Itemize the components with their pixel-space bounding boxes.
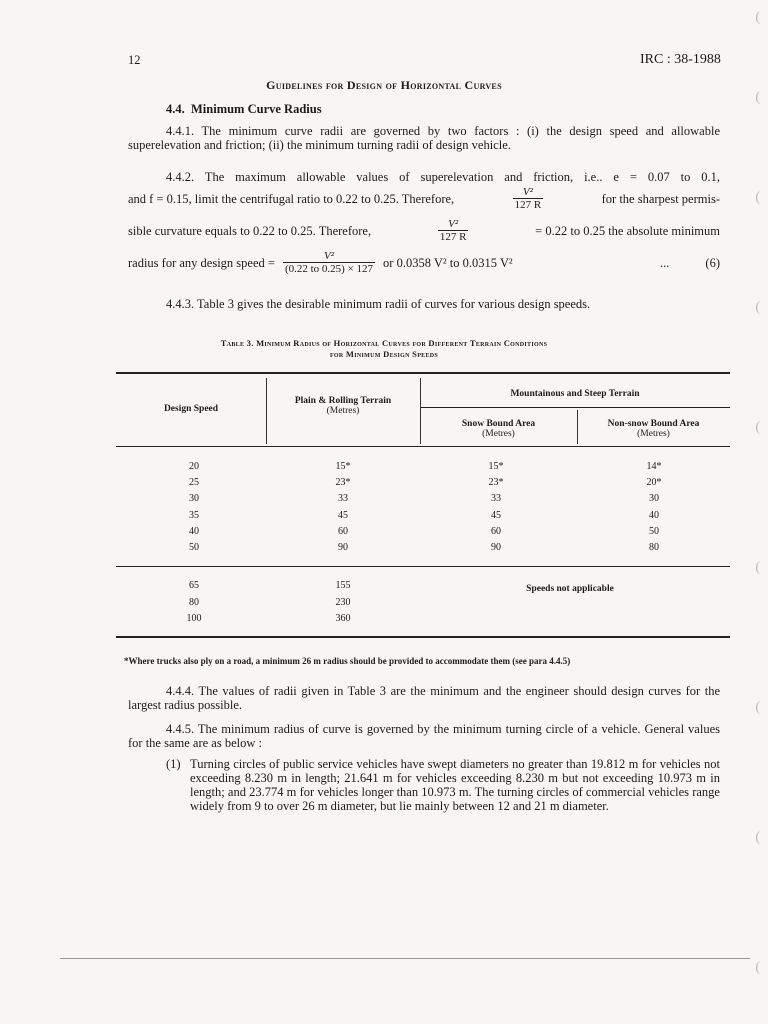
scan-artifact-line [60,958,750,959]
list-item-label: (1) [166,757,181,771]
table-top-rule [116,372,730,374]
table-mid-rule [116,566,730,567]
para-4-4-2-line3 [128,219,720,243]
cell-plain: 45 [338,509,348,521]
binding-mark: ( [755,420,760,435]
cell-speed: 65 [189,580,199,591]
column-header-label: Snow Bound Area [461,419,536,429]
binding-mark: ( [755,90,760,105]
para-4-4-2-text: and f = 0.15, limit the centrifugal ratio to 0.22 to 0.25. Therefore, [128,192,455,206]
table-subheader-rule [420,407,730,408]
binding-mark: ( [755,10,760,25]
table-header-rule [116,446,730,447]
cell-plain: 360 [335,613,351,624]
table-row [116,540,730,556]
cell-plain: 60 [338,525,348,537]
fraction-denominator: 127 R [439,231,467,243]
para-4-4-2-line2 [128,187,720,211]
cell-speed: 25 [189,477,199,489]
table-row [116,524,730,540]
cell-snow: 60 [491,525,501,537]
cell-snow: 23* [488,477,504,489]
para-4-4-1: 4.4.1. The minimum curve radii are governed by two factors : (i) the design speed and allowable superelevation and friction; (ii) the minimum turning radii of design vehicle. [128,124,720,152]
cell-plain: 155 [335,580,351,591]
table-row [116,611,416,628]
cell-speed: 20 [189,461,199,472]
table-caption-line: Table 3. Minimum Radius of Horizontal Curves for Different Terrain Conditions [220,338,548,348]
table-footnote: *Where trucks also ply on a road, a minimum 26 m radius should be provided to accommodate them (see para 4.4.5) [124,656,571,666]
column-header-mountain: Mountainous and Steep Terrain [510,389,640,399]
cell-nonsnow: 20* [646,477,662,489]
table-row [116,491,730,507]
fraction-denominator: (0.22 to 0.25) × 127 [284,263,374,275]
section-number: 4.4. [166,102,185,116]
binding-mark: ( [755,190,760,205]
column-header-snow [420,419,577,439]
equation-number: (6) [705,256,720,270]
cell-snow: 45 [491,509,501,521]
table-row [116,475,730,491]
cell-speed: 40 [189,525,199,537]
table-row [116,578,416,595]
section-title: Minimum Curve Radius [191,102,322,116]
para-4-4-2-line1: 4.4.2. The maximum allowable values of superelevation and friction, i.e.. e = 0.07 to 0.1, [166,170,720,184]
column-header-plain [266,396,420,416]
cell-speed: 50 [189,542,199,554]
section-heading [166,102,322,116]
document-code: IRC : 38-1988 [640,52,721,67]
para-4-4-2-line4 [128,251,720,275]
cell-plain: 230 [335,596,351,608]
binding-mark: ( [755,830,760,845]
cell-nonsnow: 30 [649,493,659,505]
cell-speed: 35 [189,509,199,521]
table-body-group1 [116,459,730,556]
cell-plain: 23* [335,477,351,489]
para-4-4-2-text: = 0.22 to 0.25 the absolute minimum [535,224,720,238]
binding-mark: ( [755,960,760,975]
cell-nonsnow: 40 [649,509,659,521]
column-header-unit: (Metres) [637,429,670,439]
cell-snow: 90 [491,542,501,554]
page-title: Guidelines for Design of Horizontal Curves [266,78,502,92]
table-caption [0,338,768,360]
column-header-unit: (Metres) [326,406,360,416]
cell-snow: 33 [491,493,501,505]
fraction-numerator: V² [448,218,459,230]
table-row [116,508,730,524]
cell-nonsnow: 14* [646,461,662,472]
formula-fraction [438,219,469,243]
fraction-numerator: V² [323,250,335,262]
column-header-label: Plain & Rolling Terrain [294,396,392,406]
table-body-group2 [116,578,416,628]
table-row [116,459,730,475]
fraction-denominator: 127 R [514,199,542,211]
column-header-label: Non-snow Bound Area [607,419,700,429]
table-bottom-rule [116,636,730,638]
formula-fraction [513,187,544,211]
cell-plain: 33 [338,493,348,505]
cell-speed: 30 [189,493,199,505]
ellipsis: ... [660,256,670,270]
binding-mark: ( [755,560,760,575]
column-header-speed: Design Speed [163,404,219,414]
list-item-text: Turning circles of public service vehicles have swept diameters no greater than 19.812 m for vehicles not exceeding 8.230 m in length; 21.641 m for vehicles exceeding 8.230 m but not exceeding 10.973 m in length; and 23.774 m for vehicles longer than 10.973 m. The turning circles of commercial vehicles range widely from 9 to over 26 m diameter, but lie mainly between 12 and 21 m diameter. [190,757,720,813]
page-number: 12 [128,53,141,67]
speeds-not-applicable: Speeds not applicable [526,584,614,594]
fraction-numerator: V² [522,186,533,198]
para-4-4-2-text: sible curvature equals to 0.22 to 0.25. Therefore, [128,224,372,238]
column-header-nonsnow [577,419,730,439]
cell-speed: 100 [186,613,202,624]
binding-mark: ( [755,700,760,715]
binding-mark: ( [755,300,760,315]
column-header-unit: (Metres) [482,429,515,439]
para-4-4-2-text: for the sharpest permis- [601,192,720,206]
table-caption-line: for Minimum Design Speeds [329,349,439,359]
table-row [116,595,416,612]
para-4-4-5: 4.4.5. The minimum radius of curve is governed by the minimum turning circle of a vehicle. General values for the same are as below : [128,722,720,750]
cell-nonsnow: 50 [649,525,659,537]
para-4-4-3: 4.4.3. Table 3 gives the desirable minimum radii of curves for various design speeds. [166,297,591,311]
cell-nonsnow: 80 [649,542,659,554]
para-4-4-2-text: radius for any design speed = [128,256,275,270]
cell-snow: 15* [488,461,504,472]
cell-plain: 15* [335,461,351,472]
para-4-4-4: 4.4.4. The values of radii given in Table 3 are the minimum and the engineer should design curves for the largest radius possible. [128,684,720,712]
cell-speed: 80 [189,596,199,608]
formula-fraction [283,251,375,275]
cell-plain: 90 [338,542,348,554]
para-4-4-2-text: or 0.0358 V² to 0.0315 V² [383,256,513,270]
